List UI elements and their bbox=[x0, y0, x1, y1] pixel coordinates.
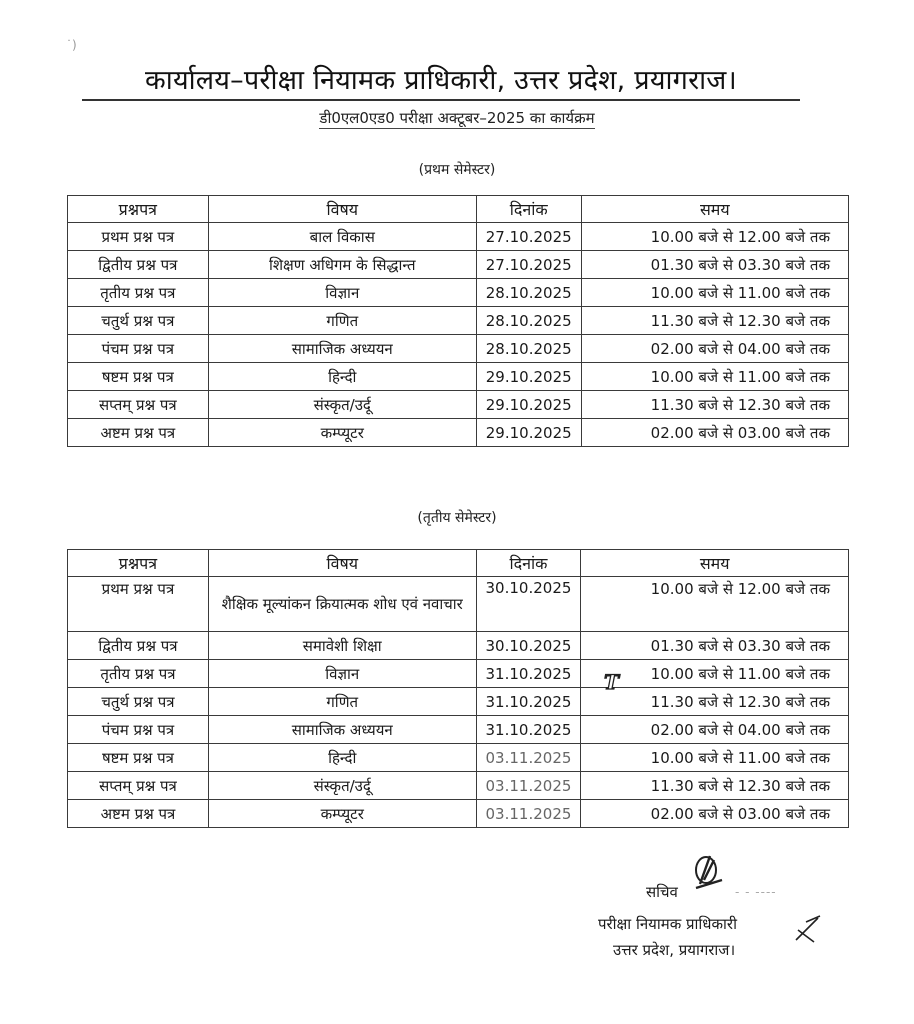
table-row bbox=[68, 632, 849, 660]
time-cell: 11.30 बजे से 12.30 बजे तक bbox=[581, 391, 848, 419]
date-cell: 28.10.2025 bbox=[476, 307, 581, 335]
date-cell: 28.10.2025 bbox=[476, 279, 581, 307]
subject-cell: विज्ञान bbox=[208, 660, 476, 688]
table-row bbox=[68, 660, 849, 688]
col-header-date: दिनांक bbox=[476, 196, 581, 223]
date-cell: 29.10.2025 bbox=[476, 391, 581, 419]
date-cell: 28.10.2025 bbox=[476, 335, 581, 363]
time-cell: 02.00 बजे से 03.00 बजे तक bbox=[581, 419, 848, 447]
table-row bbox=[68, 772, 849, 800]
time-cell: 10.00 बजे से 11.00 बजे तक bbox=[581, 744, 849, 772]
col-header-paper: प्रश्नपत्र bbox=[68, 196, 209, 223]
col-header-paper: प्रश्नपत्र bbox=[68, 550, 209, 577]
date-cell: 29.10.2025 bbox=[476, 419, 581, 447]
time-cell: 10.00 बजे से 12.00 बजे तक bbox=[581, 223, 848, 251]
date-cell: 30.10.2025 bbox=[476, 577, 581, 632]
signature-office-line1: परीक्षा नियामक प्राधिकारी bbox=[598, 915, 737, 933]
semester-1-table bbox=[67, 195, 849, 447]
date-cell: 27.10.2025 bbox=[476, 251, 581, 279]
time-cell: 02.00 बजे से 04.00 बजे तक bbox=[581, 335, 848, 363]
paper-cell: प्रथम प्रश्न पत्र bbox=[68, 223, 209, 251]
time-cell: 11.30 बजे से 12.30 बजे तक bbox=[581, 688, 849, 716]
subject-cell: सामाजिक अध्ययन bbox=[208, 716, 476, 744]
paper-cell: सप्तम् प्रश्न पत्र bbox=[68, 772, 209, 800]
time-cell: 10.00 बजे से 11.00 बजे तक bbox=[581, 660, 849, 688]
date-cell: 27.10.2025 bbox=[476, 223, 581, 251]
table-row bbox=[68, 335, 849, 363]
paper-cell: षष्टम प्रश्न पत्र bbox=[68, 744, 209, 772]
subject-cell: सामाजिक अध्ययन bbox=[208, 335, 476, 363]
scan-mark: ˙) bbox=[66, 38, 77, 52]
date-cell: 29.10.2025 bbox=[476, 363, 581, 391]
exam-subtitle bbox=[0, 108, 914, 128]
table-header-row bbox=[68, 196, 849, 223]
table-row bbox=[68, 223, 849, 251]
semester-3-label: (तृतीय सेमेस्टर) bbox=[417, 510, 497, 526]
initials-icon bbox=[792, 912, 822, 946]
subject-cell: संस्कृत/उर्दू bbox=[208, 772, 476, 800]
table-row bbox=[68, 307, 849, 335]
col-header-time: समय bbox=[581, 196, 848, 223]
paper-cell: सप्तम् प्रश्न पत्र bbox=[68, 391, 209, 419]
date-cell: 30.10.2025 bbox=[476, 632, 581, 660]
time-cell: 10.00 बजे से 11.00 बजे तक bbox=[581, 279, 848, 307]
time-cell: 01.30 बजे से 03.30 बजे तक bbox=[581, 251, 848, 279]
subject-cell: हिन्दी bbox=[208, 363, 476, 391]
date-cell: 31.10.2025 bbox=[476, 716, 581, 744]
table-row bbox=[68, 363, 849, 391]
col-header-subject: विषय bbox=[208, 196, 476, 223]
office-title: कार्यालय–परीक्षा नियामक प्राधिकारी, उत्तर प्रदेश, प्रयागराज। bbox=[82, 60, 800, 101]
subject-cell: हिन्दी bbox=[208, 744, 476, 772]
table-row bbox=[68, 577, 849, 632]
paper-cell: अष्टम प्रश्न पत्र bbox=[68, 419, 209, 447]
semester-1-label: (प्रथम सेमेस्टर) bbox=[418, 162, 496, 178]
subject-cell: विज्ञान bbox=[208, 279, 476, 307]
paper-cell: तृतीय प्रश्न पत्र bbox=[68, 279, 209, 307]
subject-cell: बाल विकास bbox=[208, 223, 476, 251]
semester-3-table bbox=[67, 549, 849, 828]
table-row bbox=[68, 391, 849, 419]
paper-cell: पंचम प्रश्न पत्र bbox=[68, 335, 209, 363]
date-cell: 03.11.2025 bbox=[476, 744, 581, 772]
time-cell: 02.00 बजे से 04.00 बजे तक bbox=[581, 716, 849, 744]
paper-cell: षष्टम प्रश्न पत्र bbox=[68, 363, 209, 391]
signature-office-line2: उत्तर प्रदेश, प्रयागराज। bbox=[613, 941, 736, 959]
table-header-row bbox=[68, 550, 849, 577]
date-cell: 31.10.2025 bbox=[476, 660, 581, 688]
col-header-date: दिनांक bbox=[476, 550, 581, 577]
table-row bbox=[68, 688, 849, 716]
subject-cell: गणित bbox=[208, 307, 476, 335]
paper-cell: प्रथम प्रश्न पत्र bbox=[68, 577, 209, 632]
signature-icon bbox=[690, 850, 726, 896]
date-cell: 31.10.2025 bbox=[476, 688, 581, 716]
exam-subtitle-text: डी0एल0एड0 परीक्षा अक्टूबर–2025 का कार्यक्रम bbox=[319, 109, 595, 127]
text-cursor-artifact-icon: T bbox=[604, 670, 619, 694]
table-row bbox=[68, 251, 849, 279]
paper-cell: द्वितीय प्रश्न पत्र bbox=[68, 251, 209, 279]
redacted-mark: - - ---- bbox=[735, 885, 777, 899]
subject-cell: समावेशी शिक्षा bbox=[208, 632, 476, 660]
table-row bbox=[68, 744, 849, 772]
table-row bbox=[68, 279, 849, 307]
paper-cell: चतुर्थ प्रश्न पत्र bbox=[68, 688, 209, 716]
paper-cell: तृतीय प्रश्न पत्र bbox=[68, 660, 209, 688]
subject-cell: शिक्षण अधिगम के सिद्धान्त bbox=[208, 251, 476, 279]
subject-cell: कम्प्यूटर bbox=[208, 419, 476, 447]
subject-cell: गणित bbox=[208, 688, 476, 716]
time-cell: 10.00 बजे से 11.00 बजे तक bbox=[581, 363, 848, 391]
date-cell: 03.11.2025 bbox=[476, 800, 581, 828]
time-cell: 11.30 बजे से 12.30 बजे तक bbox=[581, 307, 848, 335]
paper-cell: चतुर्थ प्रश्न पत्र bbox=[68, 307, 209, 335]
table-row bbox=[68, 800, 849, 828]
time-cell: 01.30 बजे से 03.30 बजे तक bbox=[581, 632, 849, 660]
designation-secretary: सचिव bbox=[646, 883, 678, 901]
paper-cell: पंचम प्रश्न पत्र bbox=[68, 716, 209, 744]
subject-cell: कम्प्यूटर bbox=[208, 800, 476, 828]
time-cell: 11.30 बजे से 12.30 बजे तक bbox=[581, 772, 849, 800]
subject-cell: शैक्षिक मूल्यांकन क्रियात्मक शोध एवं नवाचार bbox=[208, 577, 476, 632]
col-header-time: समय bbox=[581, 550, 849, 577]
paper-cell: द्वितीय प्रश्न पत्र bbox=[68, 632, 209, 660]
table-row bbox=[68, 716, 849, 744]
subject-cell: संस्कृत/उर्दू bbox=[208, 391, 476, 419]
time-cell: 02.00 बजे से 03.00 बजे तक bbox=[581, 800, 849, 828]
date-cell: 03.11.2025 bbox=[476, 772, 581, 800]
time-cell: 10.00 बजे से 12.00 बजे तक bbox=[581, 577, 849, 632]
table-row bbox=[68, 419, 849, 447]
paper-cell: अष्टम प्रश्न पत्र bbox=[68, 800, 209, 828]
col-header-subject: विषय bbox=[208, 550, 476, 577]
